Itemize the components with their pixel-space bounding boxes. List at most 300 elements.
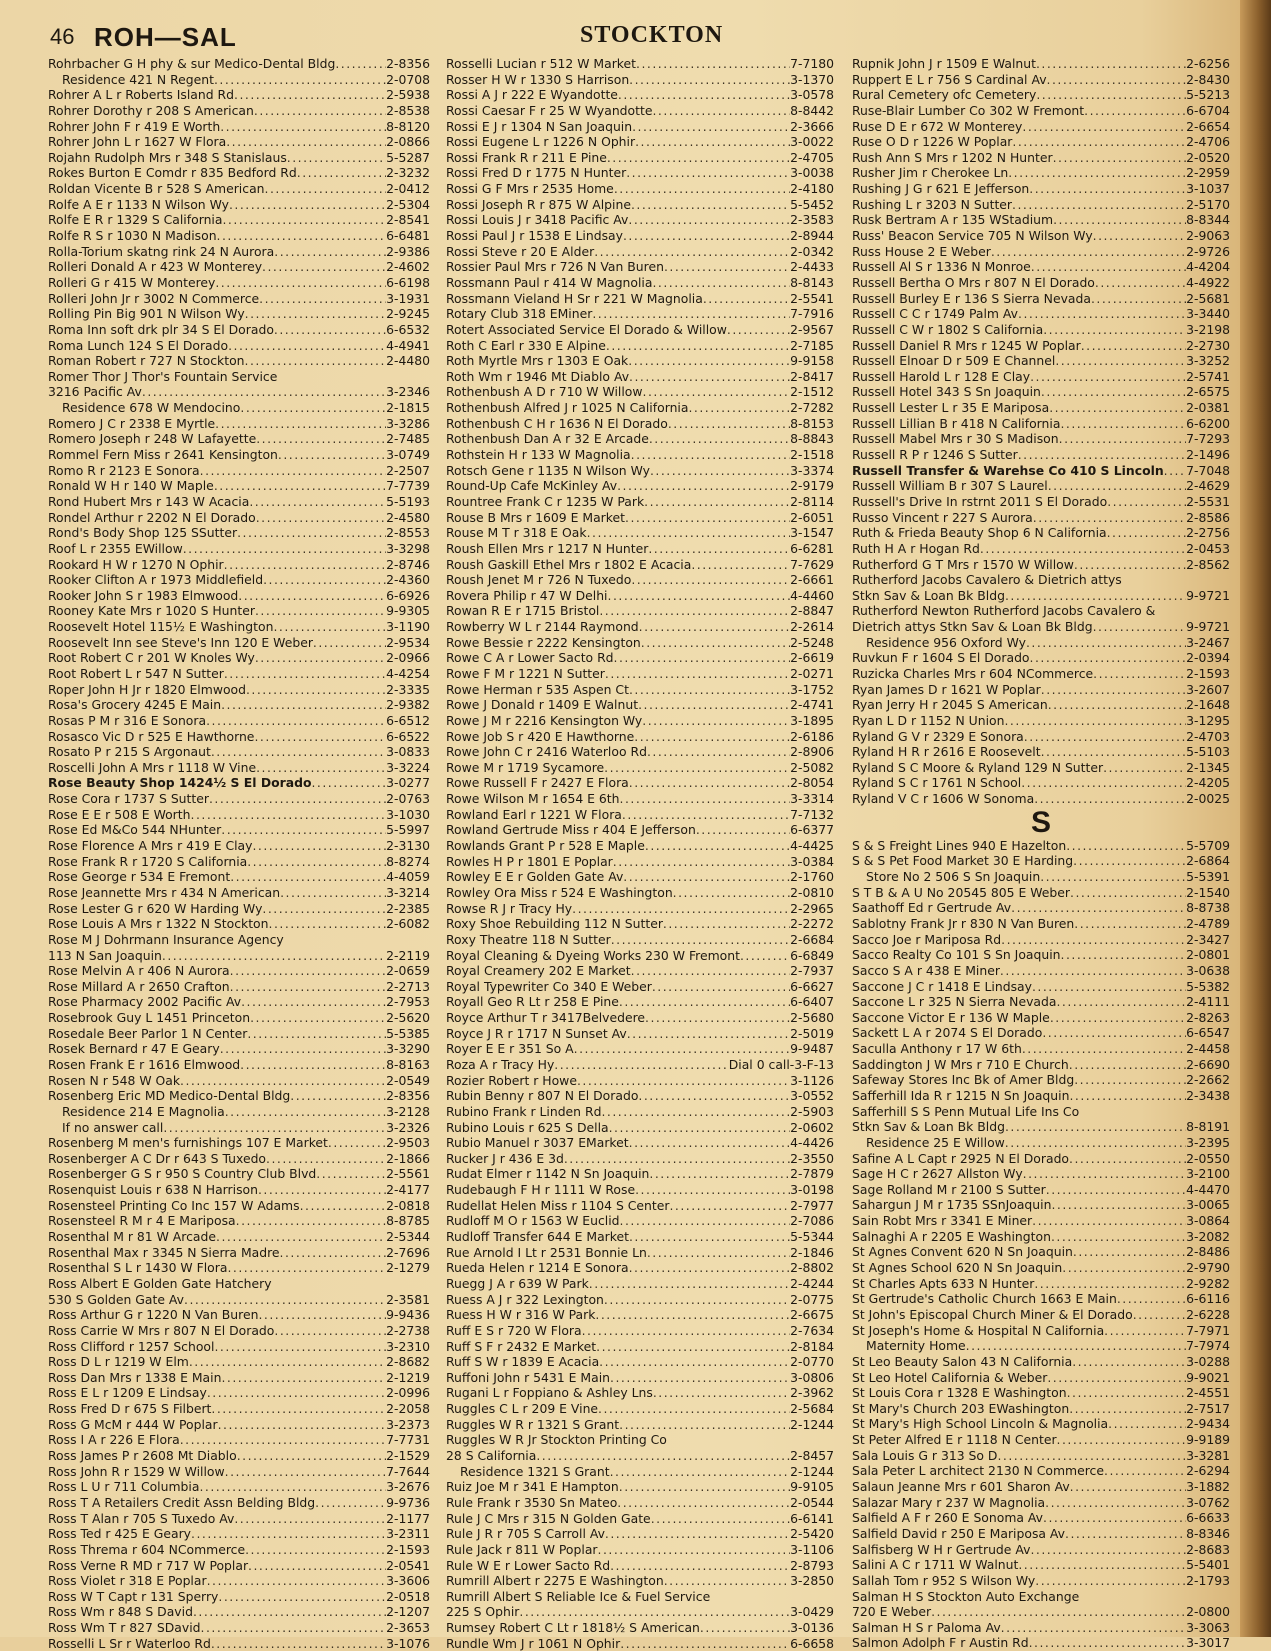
leader-dots — [614, 650, 791, 666]
listing-name: Rohrer Dorothy r 208 S American — [48, 102, 254, 118]
listing-entry — [446, 494, 834, 510]
listing-name: Rohrer John L r 1627 W Flora — [48, 134, 227, 150]
listing-name: Rohrer John F r 419 E Worth — [48, 118, 221, 134]
column-2 — [446, 56, 834, 1651]
listing-name: Rose E E r 508 E Worth — [48, 806, 191, 822]
listing-name: Rond Hubert Mrs r 143 W Acacia — [48, 493, 250, 509]
listing-entry — [446, 1104, 834, 1120]
leader-dots — [245, 1542, 386, 1558]
listing-name: Stkn Sav & Loan Bk Bldg — [852, 587, 1005, 603]
listing-name: Sacco Realty Co 101 S Sn Joaquin — [852, 947, 1061, 963]
leader-dots — [1104, 1323, 1186, 1339]
listing-name: Ruggles W R r 1321 S Grant — [446, 1416, 620, 1432]
leader-dots — [605, 1526, 790, 1542]
listing-entry — [48, 1307, 430, 1323]
listing-name: Rowan R E r 1715 Bristol — [446, 603, 600, 619]
listing-entry — [48, 400, 430, 416]
listing-entry — [48, 494, 430, 510]
listing-entry — [446, 822, 834, 838]
listing-entry — [446, 1057, 834, 1073]
leader-dots — [664, 1573, 790, 1589]
listing-entry — [48, 838, 430, 854]
phone-number: 8-8120 — [386, 118, 430, 134]
phone-number: 3-1370 — [790, 71, 834, 87]
phone-number: 3-3290 — [386, 1041, 430, 1057]
listing-name: Roth Myrtle Mrs r 1303 E Oak — [446, 353, 629, 369]
leader-dots — [1005, 1135, 1186, 1151]
leader-dots — [274, 322, 386, 338]
listing-name: Rosen N r 548 W Oak — [48, 1072, 181, 1088]
listing-entry — [446, 275, 834, 291]
listing-entry — [852, 947, 1230, 963]
leader-dots — [1030, 1542, 1186, 1558]
listing-entry — [446, 729, 834, 745]
listing-entry — [48, 103, 430, 119]
listing-entry — [852, 1104, 1230, 1120]
listing-entry — [48, 682, 430, 698]
leader-dots — [635, 134, 790, 150]
listing-name: Romer Thor J Thor's Fountain Service — [48, 368, 278, 384]
listing-name: Rowe C A r Lower Sacto Rd — [446, 650, 614, 666]
phone-number: 3-2326 — [386, 1119, 430, 1135]
listing-entry — [446, 541, 834, 557]
phone-number: 2-6051 — [790, 509, 834, 525]
listing-name: Rossi A J r 222 E Wyandotte — [446, 87, 618, 103]
listing-entry — [446, 1604, 834, 1620]
listing-name: Romero J C r 2338 E Myrtle — [48, 415, 216, 431]
listing-name: Rosser H W r 1330 S Harrison — [446, 71, 630, 87]
listing-entry — [48, 1448, 430, 1464]
phone-number: 2-5680 — [790, 1010, 834, 1026]
phone-number: 2-4205 — [1186, 775, 1230, 791]
listing-name: Sablotny Frank Jr r 830 N Van Buren — [852, 915, 1075, 931]
leader-dots — [620, 1213, 791, 1229]
listing-entry — [48, 1010, 430, 1026]
listing-name: Rosedale Beer Parlor 1 N Center — [48, 1025, 248, 1041]
leader-dots — [1073, 853, 1186, 869]
listing-entry — [852, 1448, 1230, 1464]
listing-name: Sacco S A r 438 E Miner — [852, 962, 1000, 978]
phone-number: 2-6619 — [790, 650, 834, 666]
listing-name: Rushing J G r 621 E Jefferson — [852, 181, 1030, 197]
phone-number: 2-7953 — [386, 994, 430, 1010]
listing-name: Rush Ann S Mrs r 1202 N Hunter — [852, 149, 1053, 165]
leader-dots — [1066, 838, 1186, 854]
phone-number: 2-8586 — [1186, 509, 1230, 525]
listing-name: St John's Episcopal Church Miner & El Dorado — [852, 1306, 1133, 1322]
listing-entry — [446, 1073, 834, 1089]
leader-dots — [220, 119, 386, 135]
listing-name: Rosenthal M r 81 W Arcade — [48, 1229, 216, 1245]
leader-dots — [1065, 1526, 1186, 1542]
listing-name: 530 S Golden Gate Av — [48, 1291, 184, 1307]
listing-entry — [852, 103, 1230, 119]
listing-entry — [446, 306, 834, 322]
phone-number: 5-5344 — [790, 1229, 834, 1245]
listing-name: Rowse R J r Tracy Hy — [446, 900, 573, 916]
phone-number: 2-3427 — [1186, 931, 1230, 947]
listing-entry — [852, 306, 1230, 322]
leader-dots — [297, 165, 386, 181]
leader-dots — [211, 1401, 386, 1417]
listing-entry — [852, 916, 1230, 932]
listing-entry — [446, 1511, 834, 1527]
listing-entry — [852, 650, 1230, 666]
listing-name: Ruegg J A r 639 W Park — [446, 1275, 589, 1291]
leader-dots — [609, 1120, 791, 1136]
phone-number: 3-3063 — [1186, 1619, 1230, 1635]
leader-dots — [162, 948, 386, 964]
listing-entry — [48, 744, 430, 760]
listing-entry — [446, 557, 834, 573]
listing-entry — [852, 510, 1230, 526]
leader-dots — [631, 963, 790, 979]
leader-dots — [1023, 1166, 1186, 1182]
listing-name: Rural Cemetery ofc Cemetery — [852, 87, 1037, 103]
phone-number: 2-1540 — [1186, 884, 1230, 900]
phone-number: 6-6481 — [386, 228, 430, 244]
binding-edge — [1240, 0, 1271, 1637]
leader-dots — [1030, 650, 1187, 666]
phone-number: 6-6116 — [1186, 1291, 1230, 1307]
leader-dots — [241, 994, 386, 1010]
leader-dots — [1011, 900, 1186, 916]
listing-entry — [852, 416, 1230, 432]
listing-entry — [446, 103, 834, 119]
listing-entry — [446, 588, 834, 604]
listing-entry — [48, 1354, 430, 1370]
listing-entry — [852, 1166, 1230, 1182]
listing-name: Ruff S W r 1839 E Acacia — [446, 1354, 600, 1370]
listing-entry — [48, 510, 430, 526]
listing-entry — [852, 838, 1230, 854]
listing-entry — [852, 56, 1230, 72]
phone-number: 2-0394 — [1186, 650, 1230, 666]
listing-name: Rosek Bernard r 47 E Geary — [48, 1041, 220, 1057]
listing-entry — [48, 1276, 430, 1292]
phone-number: 2-5170 — [1186, 196, 1230, 212]
leader-dots — [629, 72, 790, 88]
listing-name: Sackett L A r 2074 S El Dorado — [852, 1025, 1043, 1041]
listing-entry — [48, 212, 430, 228]
listing-name: Rolfe A E r 1133 N Wilson Wy — [48, 196, 229, 212]
phone-number: 2-8682 — [386, 1354, 430, 1370]
phone-number: 5-5287 — [386, 149, 430, 165]
leader-dots — [245, 306, 386, 322]
phone-number: 8-8143 — [790, 274, 834, 290]
listing-name: Rohrer A L r Roberts Island Rd — [48, 87, 234, 103]
leader-dots — [587, 525, 791, 541]
leader-dots — [287, 150, 386, 166]
leader-dots — [254, 729, 386, 745]
listing-name: 3216 Pacific Av — [48, 384, 142, 400]
phone-number: 4-4204 — [1186, 259, 1230, 275]
leader-dots — [225, 1464, 386, 1480]
phone-number: 3-2198 — [1186, 321, 1230, 337]
listing-entry — [852, 1213, 1230, 1229]
leader-dots — [611, 932, 790, 948]
listing-name: Rondel Arthur r 2202 N El Dorado — [48, 509, 256, 525]
listing-name: Rue Arnold I Lt r 2531 Bonnie Ln — [446, 1244, 647, 1260]
listing-name: Rosselli Lucian r 512 W Market — [446, 56, 637, 71]
leader-dots — [262, 901, 386, 917]
phone-number: 2-2965 — [790, 900, 834, 916]
listing-name: Rothenbush C H r 1636 N El Dorado — [446, 415, 668, 431]
listing-name: Russo Vincent r 227 S Aurora — [852, 509, 1033, 525]
listing-name: Salfield David r 250 E Mariposa Av — [852, 1525, 1066, 1541]
listing-entry — [48, 1120, 430, 1136]
leader-dots — [206, 713, 386, 729]
listing-entry — [48, 1323, 430, 1339]
listing-entry — [48, 119, 430, 135]
listing-entry — [446, 713, 834, 729]
phone-number: 2-9726 — [1186, 243, 1230, 259]
listing-name: Ross Dan Mrs r 1338 E Main — [48, 1369, 222, 1385]
leader-dots — [163, 1120, 386, 1136]
leader-dots — [184, 1292, 386, 1308]
leader-dots — [246, 682, 386, 698]
listing-name: Rule J R r 705 S Carroll Av — [446, 1526, 605, 1542]
phone-number: 2-7517 — [1186, 1400, 1230, 1416]
phone-number: 2-6294 — [1186, 1463, 1230, 1479]
listing-entry — [446, 447, 834, 463]
phone-number: 3-3252 — [1186, 353, 1230, 369]
phone-number: 2-6654 — [1186, 118, 1230, 134]
phone-number: 4-4941 — [386, 337, 430, 353]
leader-dots — [217, 228, 387, 244]
phone-number: 2-4458 — [1186, 1041, 1230, 1057]
listing-name: Rosenberg M men's furnishings 107 E Market — [48, 1135, 328, 1151]
leader-dots — [1093, 228, 1186, 244]
phone-number: 2-2662 — [1186, 1072, 1230, 1088]
listing-name: Residence 25 E Willow — [866, 1134, 1005, 1150]
phone-number: 2-2738 — [386, 1322, 430, 1338]
phone-number: 5-5382 — [1186, 978, 1230, 994]
leader-dots — [224, 557, 386, 573]
leader-dots — [1067, 1385, 1187, 1401]
phone-number: 2-8114 — [790, 493, 834, 509]
listing-name: Ruiz Joe M r 341 E Hampton — [446, 1479, 619, 1495]
listing-entry — [48, 525, 430, 541]
listing-entry — [446, 1573, 834, 1589]
listing-name: Rose Beauty Shop 1424½ S El Dorado — [48, 775, 312, 791]
leader-dots — [229, 197, 386, 213]
phone-number: 2-8746 — [386, 556, 430, 572]
phone-number: 2-7937 — [790, 963, 834, 979]
listing-name: Russ' Beacon Service 705 N Wilson Wy — [852, 228, 1093, 244]
listing-entry — [48, 416, 430, 432]
phone-number: 2-0550 — [1186, 1150, 1230, 1166]
listing-entry — [446, 603, 834, 619]
listing-entry — [852, 1197, 1230, 1213]
leader-dots — [997, 1448, 1186, 1464]
listing-name: Russell Lester L r 35 E Mariposa — [852, 400, 1050, 416]
listing-name: Romo R r 2123 E Sonora — [48, 462, 200, 478]
listing-name: Ross G McM r 444 W Poplar — [48, 1416, 218, 1432]
leader-dots — [225, 1104, 386, 1120]
listing-name: Russ House 2 E Weber — [852, 243, 991, 259]
listing-entry — [48, 1511, 430, 1527]
phone-number: 6-6141 — [790, 1510, 834, 1526]
listing-entry — [852, 369, 1230, 385]
leader-dots — [601, 1104, 790, 1120]
listing-entry — [852, 478, 1230, 494]
phone-number: 3-2395 — [1186, 1134, 1230, 1150]
listing-entry — [852, 1182, 1230, 1198]
listing-name: S T B & A U No 20545 805 E Weber — [852, 884, 1071, 900]
listing-entry — [446, 635, 834, 651]
listing-name: Sage Rolland M r 2100 S Sutter — [852, 1181, 1046, 1197]
listing-entry — [48, 478, 430, 494]
listing-entry — [852, 1542, 1230, 1558]
listing-name: Russell C C r 1749 Palm Av — [852, 306, 1018, 322]
listing-entry — [48, 1620, 430, 1636]
listing-entry — [48, 197, 430, 213]
listing-name: Royal Creamery 202 E Market — [446, 963, 631, 979]
listing-name: Rossier Paul Mrs r 726 N Van Buren — [446, 259, 664, 275]
phone-number: 9-9305 — [386, 603, 430, 619]
leader-dots — [641, 635, 790, 651]
phone-number: 2-9245 — [386, 306, 430, 322]
phone-number: 6-6522 — [386, 728, 430, 744]
phone-number: 2-8562 — [1186, 556, 1230, 572]
leader-dots — [1060, 416, 1186, 432]
leader-dots — [249, 494, 386, 510]
leader-dots — [639, 619, 790, 635]
listing-name: Rotert Associated Service El Dorado & Willow — [446, 321, 727, 337]
leader-dots — [240, 1057, 386, 1073]
listing-entry — [48, 134, 430, 150]
listing-entry — [852, 525, 1230, 541]
listing-name: Rossi E J r 1304 N San Joaquin — [446, 118, 633, 134]
leader-dots — [207, 1573, 387, 1589]
phone-number: 8-8163 — [386, 1057, 430, 1072]
listing-entry — [48, 885, 430, 901]
listing-entry — [48, 1573, 430, 1589]
listing-name: Roxy Theatre 118 N Sutter — [446, 931, 611, 947]
listing-name: Ruess A J r 322 Lexington — [446, 1291, 604, 1307]
phone-number: 3-0429 — [790, 1604, 834, 1620]
phone-number: 2-6228 — [1186, 1306, 1230, 1322]
listing-entry — [446, 1448, 834, 1464]
leader-dots — [610, 1464, 791, 1480]
leader-dots — [221, 697, 386, 713]
leader-dots — [256, 760, 386, 776]
listing-name: Rokes Burton E Comdr r 835 Bedford Rd — [48, 165, 297, 181]
listing-name: St Mary's High School Lincoln & Magnolia — [852, 1416, 1109, 1432]
phone-number: 3-3286 — [386, 415, 430, 431]
phone-number: 5-5401 — [1186, 1557, 1230, 1573]
listing-entry — [48, 259, 430, 275]
phone-number: 9-9721 — [1186, 587, 1230, 603]
phone-number: 6-6200 — [1186, 415, 1230, 431]
phone-number: 3-1882 — [1186, 1479, 1230, 1495]
phone-number: 9-9487 — [790, 1041, 834, 1057]
leader-dots — [1021, 775, 1186, 791]
phone-number: 2-4789 — [1186, 915, 1230, 931]
leader-dots — [613, 854, 790, 870]
listing-entry — [446, 807, 834, 823]
leader-dots — [207, 1385, 386, 1401]
listing-name: Saccone J C r 1418 E Lindsay — [852, 978, 1032, 994]
phone-number: 8-8346 — [1186, 1525, 1230, 1541]
listing-name: Rugani L r Foppiano & Ashley Lns — [446, 1385, 653, 1401]
listing-entry — [48, 822, 430, 838]
phone-number: 2-6675 — [790, 1307, 834, 1323]
leader-dots — [220, 1041, 386, 1057]
listing-name: Russell Daniel R Mrs r 1245 W Poplar — [852, 337, 1081, 353]
listing-entry — [48, 854, 430, 870]
leader-dots — [629, 1135, 790, 1151]
listing-entry — [48, 572, 430, 588]
phone-number: 3-0578 — [790, 87, 834, 103]
leader-dots — [610, 1558, 790, 1574]
listing-entry — [852, 963, 1230, 979]
listing-entry — [446, 338, 834, 354]
phone-number: 2-2119 — [386, 947, 430, 963]
listing-name: Sacco Joe r Mariposa Rd — [852, 931, 1002, 947]
listing-entry — [48, 291, 430, 307]
phone-number: 2-5304 — [386, 196, 430, 212]
leader-dots — [215, 275, 386, 291]
listing-name: Rohrbacher G H phy & sur Medico-Dental Bldg — [48, 56, 336, 71]
phone-number: 3-1190 — [386, 619, 430, 635]
listing-entry — [446, 1166, 834, 1182]
leader-dots — [1041, 384, 1186, 400]
leader-dots — [629, 1229, 790, 1245]
leader-dots — [262, 259, 386, 275]
leader-dots — [650, 463, 790, 479]
phone-number: 9-9189 — [1186, 1432, 1230, 1448]
listing-entry — [852, 1338, 1230, 1354]
listing-entry — [446, 416, 834, 432]
phone-number: 2-7634 — [790, 1322, 834, 1338]
leader-dots — [313, 635, 386, 651]
leader-dots — [604, 1292, 790, 1308]
leader-dots — [248, 1558, 386, 1574]
listing-entry — [852, 1276, 1230, 1292]
phone-number: 3-0136 — [790, 1620, 834, 1636]
phone-number: 7-7293 — [1186, 431, 1230, 447]
listing-name: Ruff E S r 720 W Flora — [446, 1322, 582, 1338]
leader-dots — [647, 744, 790, 760]
listing-name: Maternity Home — [866, 1338, 966, 1354]
phone-number: 2-1793 — [1186, 1572, 1230, 1588]
phone-number: 8-8274 — [386, 853, 430, 869]
leader-dots — [315, 1495, 386, 1511]
leader-dots — [536, 1448, 790, 1464]
phone-number: 2-4580 — [386, 509, 430, 525]
leader-dots — [240, 400, 386, 416]
leader-dots — [598, 1401, 790, 1417]
listing-entry — [446, 854, 834, 870]
listing-entry — [446, 1558, 834, 1574]
phone-number: 2-4177 — [386, 1182, 430, 1198]
listing-name: Rountree Frank C r 1235 W Park — [446, 493, 645, 509]
phone-number: 2-0412 — [386, 181, 430, 197]
leader-dots — [623, 228, 790, 244]
leader-dots — [703, 291, 790, 307]
listing-name: St Gertrude's Catholic Church 1663 E Main — [852, 1291, 1117, 1307]
leader-dots — [278, 447, 386, 463]
phone-number: 2-8184 — [790, 1338, 834, 1354]
listing-name: Rubino Louis r 625 S Della — [446, 1119, 609, 1135]
phone-number: 2-8356 — [386, 56, 430, 71]
phone-number: 2-9790 — [1186, 1260, 1230, 1276]
leader-dots — [648, 541, 790, 557]
listing-name: Ruth & Frieda Beauty Shop 6 N California — [852, 525, 1107, 541]
phone-number: 2-2507 — [386, 462, 430, 478]
